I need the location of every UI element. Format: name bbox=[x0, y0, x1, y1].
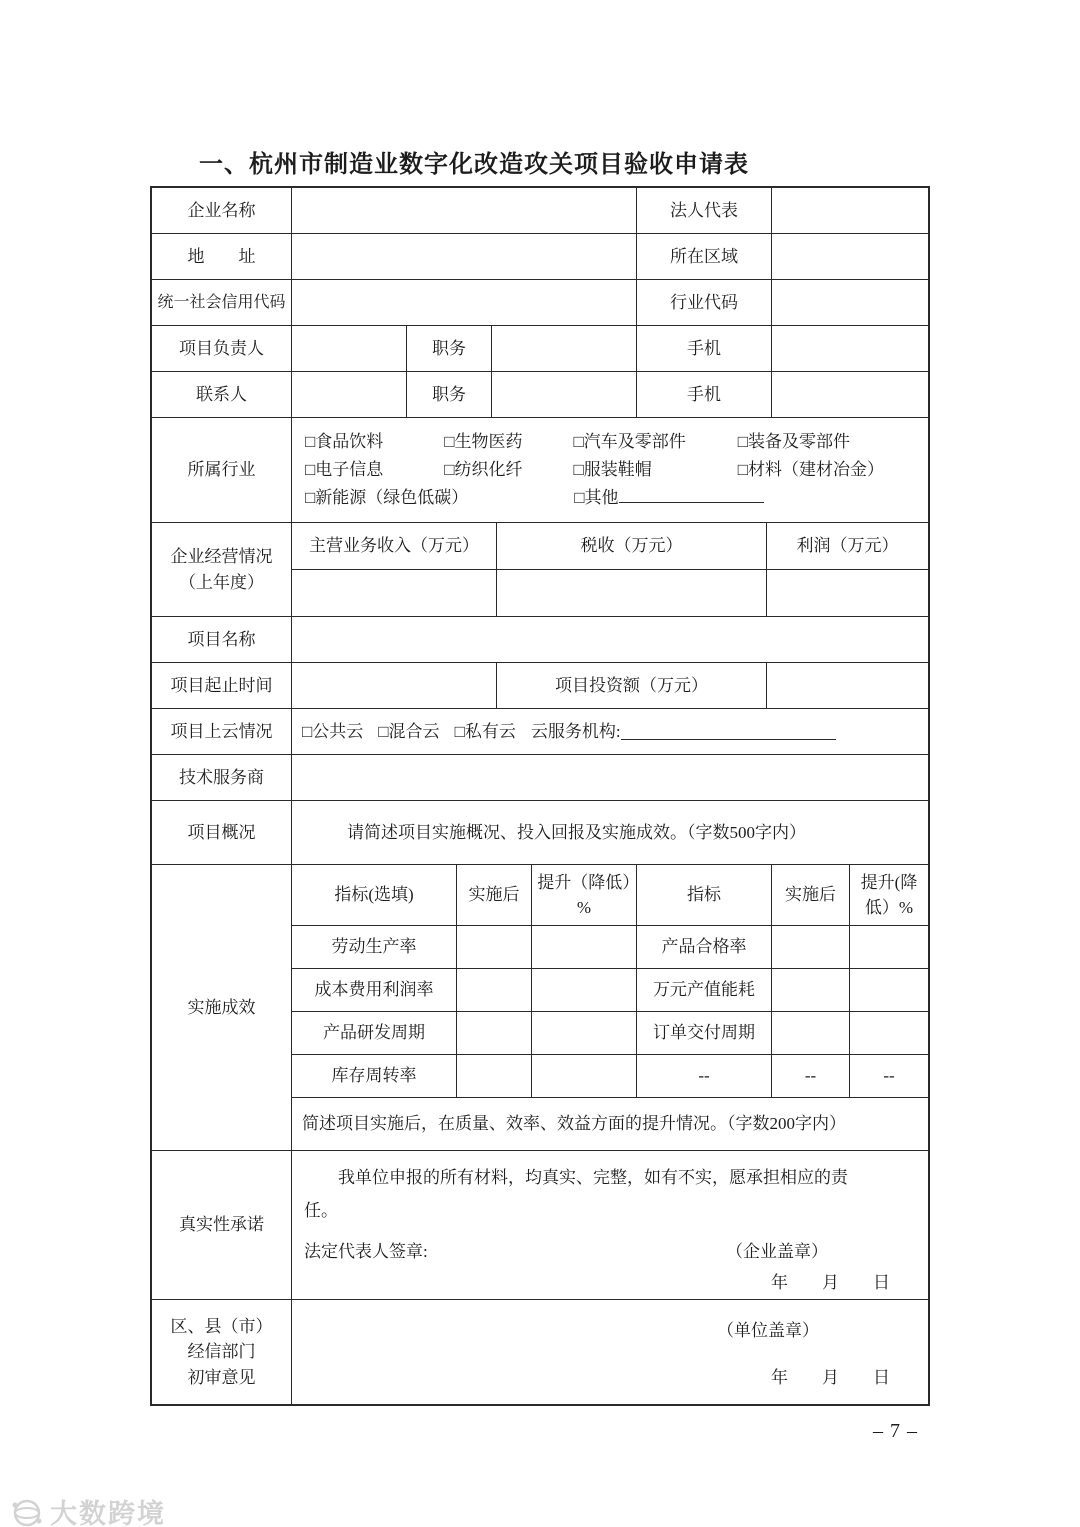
business-row bbox=[152, 523, 928, 617]
cloud-options-cell bbox=[292, 709, 928, 754]
industry-code-value-cell bbox=[772, 280, 928, 325]
watermark-text: 大数跨境 bbox=[50, 1499, 166, 1527]
contact-row bbox=[152, 372, 928, 418]
business-value-row bbox=[292, 570, 928, 616]
checkbox-other: □其他 bbox=[574, 488, 619, 507]
credit-code-row bbox=[152, 280, 928, 326]
investment-value-cell bbox=[767, 663, 928, 708]
cloud-label: 项目上云情况 bbox=[152, 709, 292, 754]
company-name-label: 企业名称 bbox=[152, 188, 292, 233]
commitment-row bbox=[152, 1151, 928, 1300]
credit-code-label: 统一社会信用代码 bbox=[152, 280, 292, 325]
form-title: 一、杭州市制造业数字化改造攻关项目验收申请表 bbox=[199, 152, 749, 178]
checkbox-private-cloud: □私有云 bbox=[454, 721, 516, 741]
investment-label: 项目投资额（万元） bbox=[497, 663, 767, 708]
metric-value-cell bbox=[532, 1012, 637, 1054]
cloud-provider-label: 云服务机构: bbox=[530, 721, 621, 741]
metric-value-cell bbox=[457, 1012, 532, 1054]
company-seal-label: （企业盖章） bbox=[726, 1242, 828, 1261]
checkbox-biomedicine: □生物医药 bbox=[444, 432, 523, 451]
metric-value-cell bbox=[850, 926, 928, 968]
metric-value-cell bbox=[850, 1012, 928, 1054]
metric-header-after-right: 实施后 bbox=[772, 865, 850, 925]
metric-header-change-right: 提升(降低）% bbox=[860, 872, 918, 917]
metric-name-cell: -- bbox=[637, 1055, 772, 1097]
leader-mobile-value-cell bbox=[772, 326, 928, 371]
business-label: 企业经营情况 （上年度） bbox=[152, 523, 292, 616]
contact-position-value-cell bbox=[492, 372, 637, 417]
project-period-label: 项目起止时间 bbox=[152, 663, 292, 708]
metric-value-cell bbox=[772, 1012, 850, 1054]
overview-label: 项目概况 bbox=[152, 801, 292, 864]
tax-header: 税收（万元） bbox=[497, 523, 767, 569]
business-header-row bbox=[292, 523, 928, 570]
industry-label: 所属行业 bbox=[152, 418, 292, 522]
industry-options-line1 bbox=[305, 428, 884, 456]
project-name-row bbox=[152, 617, 928, 663]
review-date: 年 月 日 bbox=[771, 1368, 890, 1387]
address-value-cell bbox=[292, 234, 637, 279]
results-row bbox=[152, 865, 928, 1151]
metrics-row-4 bbox=[292, 1055, 928, 1098]
credit-code-value-cell bbox=[292, 280, 637, 325]
metric-value-cell bbox=[850, 969, 928, 1011]
revenue-value-cell bbox=[292, 570, 497, 616]
leader-position-value-cell bbox=[492, 326, 637, 371]
checkbox-food-beverage: □食品饮料 bbox=[305, 432, 384, 451]
project-period-row bbox=[152, 663, 928, 709]
results-note-row bbox=[292, 1098, 928, 1150]
other-fill-line bbox=[619, 487, 764, 503]
metric-value-cell bbox=[772, 926, 850, 968]
commitment-date: 年 月 日 bbox=[771, 1273, 890, 1292]
application-form-table bbox=[150, 186, 930, 1406]
checkbox-new-energy: □新能源（绿色低碳） bbox=[305, 488, 469, 507]
profit-value-cell bbox=[767, 570, 928, 616]
checkbox-hybrid-cloud: □混合云 bbox=[378, 721, 440, 741]
industry-options-line3 bbox=[305, 484, 884, 512]
industry-options bbox=[295, 420, 894, 520]
project-period-value-cell bbox=[292, 663, 497, 708]
industry-row bbox=[152, 418, 928, 523]
checkbox-auto-parts: □汽车及零部件 bbox=[573, 432, 686, 451]
watermark bbox=[10, 1492, 166, 1527]
metric-name-cell: 万元产值能耗 bbox=[637, 969, 772, 1011]
metrics-row-1 bbox=[292, 926, 928, 969]
project-leader-row bbox=[152, 326, 928, 372]
metric-header-indicator-right: 指标 bbox=[637, 865, 772, 925]
industry-options-line2 bbox=[305, 456, 884, 484]
checkbox-electronic-info: □电子信息 bbox=[305, 460, 384, 479]
legal-rep-label: 法人代表 bbox=[637, 188, 772, 233]
leader-position-label: 职务 bbox=[407, 326, 492, 371]
region-value-cell bbox=[772, 234, 928, 279]
project-leader-label: 项目负责人 bbox=[152, 326, 292, 371]
cloud-row bbox=[152, 709, 928, 755]
metrics-row-2 bbox=[292, 969, 928, 1012]
tech-provider-label: 技术服务商 bbox=[152, 755, 292, 800]
contact-value-cell bbox=[292, 372, 407, 417]
contact-mobile-value-cell bbox=[772, 372, 928, 417]
checkbox-equipment-parts: □装备及零部件 bbox=[737, 432, 851, 451]
metric-value-cell bbox=[457, 969, 532, 1011]
checkbox-apparel: □服装鞋帽 bbox=[573, 460, 652, 479]
metric-header-indicator-left: 指标(选填) bbox=[292, 865, 457, 925]
revenue-header: 主营业务收入（万元） bbox=[292, 523, 497, 569]
commitment-sign-row bbox=[292, 1227, 928, 1262]
unit-seal-label: （单位盖章） bbox=[717, 1321, 819, 1340]
tech-provider-value-cell bbox=[292, 755, 928, 800]
metric-value-cell bbox=[532, 969, 637, 1011]
metric-value-cell: -- bbox=[883, 1066, 895, 1086]
metric-name-cell: 库存周转率 bbox=[292, 1055, 457, 1097]
metric-value-cell bbox=[457, 1055, 532, 1097]
review-content bbox=[292, 1300, 928, 1404]
results-note: 简述项目实施后，在质量、效率、效益方面的提升情况。（字数200字内） bbox=[302, 1114, 846, 1134]
metric-value-cell: -- bbox=[772, 1055, 850, 1097]
overview-hint: 请简述项目实施概况、投入回报及实施成效。（字数500字内） bbox=[347, 822, 806, 842]
checkbox-textile: □纺织化纤 bbox=[444, 460, 523, 479]
overview-row bbox=[152, 801, 928, 865]
industry-code-label: 行业代码 bbox=[637, 280, 772, 325]
tax-value-cell bbox=[497, 570, 767, 616]
metric-name-cell: 劳动生产率 bbox=[292, 926, 457, 968]
business-subtable bbox=[292, 523, 928, 616]
contact-position-label: 职务 bbox=[407, 372, 492, 417]
leader-mobile-label: 手机 bbox=[637, 326, 772, 371]
company-name-row bbox=[152, 188, 928, 234]
address-row bbox=[152, 234, 928, 280]
commitment-label: 真实性承诺 bbox=[152, 1151, 292, 1299]
commitment-content bbox=[292, 1151, 928, 1299]
profit-header: 利润（万元） bbox=[796, 536, 899, 556]
industry-options-cell bbox=[292, 418, 928, 522]
project-leader-value-cell bbox=[292, 326, 407, 371]
metric-header-change-left: 提升（降低）% bbox=[532, 865, 637, 925]
contact-label: 联系人 bbox=[152, 372, 292, 417]
region-label: 所在区域 bbox=[637, 234, 772, 279]
results-label: 实施成效 bbox=[152, 865, 292, 1150]
tech-provider-row bbox=[152, 755, 928, 801]
address-label: 地 址 bbox=[152, 234, 292, 279]
company-name-value-cell bbox=[292, 188, 637, 233]
metric-value-cell bbox=[772, 969, 850, 1011]
commitment-statement: 我单位申报的所有材料，均真实、完整，如有不实，愿承担相应的责任。 bbox=[304, 1168, 848, 1220]
metric-value-cell bbox=[457, 926, 532, 968]
project-name-label: 项目名称 bbox=[152, 617, 292, 662]
results-subtable bbox=[292, 865, 928, 1150]
metric-name-cell: 成本费用利润率 bbox=[292, 969, 457, 1011]
cloud-provider-fill-line bbox=[621, 724, 836, 740]
metrics-row-3 bbox=[292, 1012, 928, 1055]
checkbox-materials: □材料（建材冶金） bbox=[737, 460, 885, 479]
metric-value-cell bbox=[532, 1055, 637, 1097]
review-label: 区、县（市） 经信部门 初审意见 bbox=[152, 1300, 292, 1404]
globe-logo-icon bbox=[10, 1495, 44, 1527]
legal-rep-value-cell bbox=[772, 188, 928, 233]
metric-name-cell: 产品研发周期 bbox=[292, 1012, 457, 1054]
metric-value-cell bbox=[532, 926, 637, 968]
metric-name-cell: 产品合格率 bbox=[637, 926, 772, 968]
page-number: – 7 – bbox=[873, 1420, 918, 1442]
review-row bbox=[152, 1300, 928, 1404]
contact-mobile-label: 手机 bbox=[637, 372, 772, 417]
legal-rep-sign-label: 法定代表人签章: bbox=[304, 1242, 428, 1261]
metric-name-cell: 订单交付周期 bbox=[637, 1012, 772, 1054]
checkbox-public-cloud: □公共云 bbox=[302, 721, 364, 741]
project-name-value-cell bbox=[292, 617, 928, 662]
metrics-header-row bbox=[292, 865, 928, 926]
metric-header-after-left: 实施后 bbox=[457, 865, 532, 925]
